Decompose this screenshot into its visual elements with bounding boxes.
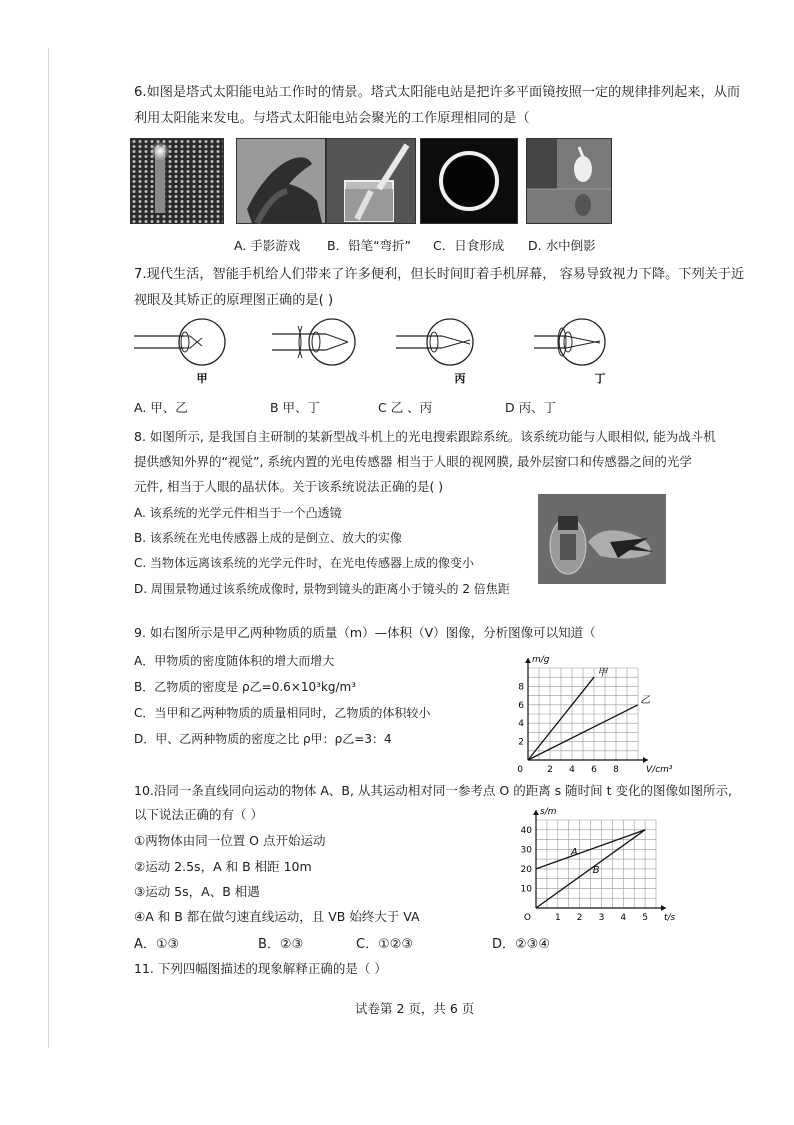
series-label-1: 甲: [597, 667, 608, 679]
q8-option-c: C. 当物体远离该系统的光学元件时，在光电传感器上成的像变小: [134, 556, 475, 570]
y-tick-label: 2: [518, 737, 524, 748]
y-tick-label: 30: [520, 845, 532, 856]
q6-option-b: B．铅笔“弯折”: [327, 238, 412, 253]
series-label-1: A: [570, 847, 578, 859]
y-tick-label: 8: [518, 682, 524, 693]
q6-line1: 6.如图是塔式太阳能电站工作时的情景。塔式太阳能电站是把许多平面镜按照一定的规律排列起来，从而: [134, 85, 741, 100]
origin-label: 0: [517, 765, 523, 775]
bird-reflection-image: [526, 138, 612, 224]
q10-line1: 10.沿同一条直线同向运动的物体 A、B, 从其运动相对同一参考点 O 的距离 s 随时间 t 变化的图像如图所示,: [134, 783, 732, 798]
eye-diagram-bing: [396, 319, 473, 365]
q7-option-b: B 甲、丁: [270, 400, 321, 415]
fighter-jet-tracking-image: [538, 494, 666, 584]
x-axis-label: V/cm³: [646, 765, 673, 775]
x-tick-label: 5: [642, 913, 648, 923]
y-tick-label: 40: [520, 825, 532, 836]
q6-line2: 利用太阳能来发电。与塔式太阳能电站会聚光的工作原理相同的是（: [134, 111, 530, 126]
q10-option-b: B．②③: [258, 937, 304, 952]
q10-line2: 以下说法正确的有（ ）: [134, 807, 263, 822]
series-label-2: B: [592, 864, 600, 876]
x-tick-label: 1: [554, 913, 561, 923]
y-tick-label: 6: [518, 700, 524, 711]
x-tick-label: 8: [613, 765, 619, 775]
x-axis-arrow: [643, 757, 648, 763]
x-tick-label: 4: [620, 913, 627, 923]
q9-option-c: C．当甲和乙两种物质的质量相同时，乙物质的体积较小: [134, 706, 431, 720]
eye-label-jia: 甲: [196, 372, 208, 385]
q8-option-d: D. 周围景物通过该系统成像时, 景物到镜头的距离小于镜头的 2 倍焦距: [134, 582, 510, 596]
margin-line: [48, 48, 49, 1048]
q6-option-c: C．日食形成: [433, 238, 505, 253]
solar-eclipse-image: [420, 138, 518, 224]
x-tick-label: 2: [547, 765, 553, 775]
q7-option-a: A. 甲、乙: [134, 400, 188, 415]
q10-option-c: C．①②③: [356, 937, 414, 952]
pencil-in-water-image: [326, 138, 416, 224]
q10-option-a: A．①③: [134, 937, 180, 952]
q7-option-c: C 乙 、丙: [378, 400, 433, 415]
q7-line2: 视眼及其矫正的原理图正确的是( ): [134, 293, 334, 308]
q6-option-a: A. 手影游戏: [234, 238, 301, 253]
eye-diagrams: [130, 316, 630, 386]
q10-statement-3: ③运动 5s，A、B 相遇: [134, 884, 260, 899]
q11-stem: 11. 下列四幅图描述的现象解释正确的是（ ）: [134, 961, 387, 976]
q7-line1: 7.现代生活，智能手机给人们带来了许多便利，但长时间盯着手机屏幕， 容易导致视力下降。下列关于近: [134, 267, 745, 282]
mass-volume-chart: [506, 648, 674, 776]
q10-option-d: D．②③④: [492, 937, 550, 952]
q9-option-b: B．乙物质的密度是 ρ乙=0.6×10³kg/m³: [134, 680, 357, 694]
y-axis-arrow: [533, 810, 539, 815]
x-tick-label: 2: [576, 913, 583, 923]
q9-option-a: A．甲物质的密度随体积的增大而增大: [134, 654, 335, 668]
x-tick-label: 4: [569, 765, 575, 775]
x-axis-label: t/s: [664, 913, 676, 923]
q8-line1: 8. 如图所示, 是我国自主研制的某新型战斗机上的光电搜索跟踪系统。该系统功能与人眼相似, 能为战斗机: [134, 429, 716, 444]
eye-diagram-yi: [272, 319, 355, 365]
q7-option-d: D 丙、丁: [505, 400, 557, 415]
solar-tower-image: [130, 138, 224, 224]
x-tick-label: 3: [598, 913, 605, 923]
q8-line3: 元件, 相当于人眼的晶状体。关于该系统说法正确的是( ): [134, 479, 444, 494]
hand-shadow-image: [236, 138, 326, 224]
eye-diagram-jia: [134, 319, 225, 365]
q8-line2: 提供感知外界的“视觉”, 系统内置的光电传感器 相当于人眼的视网膜, 最外层窗口和传感器之间的光学: [134, 454, 692, 469]
q8-option-a: A. 该系统的光学元件相当于一个凸透镜: [134, 506, 342, 520]
y-axis-label: s/m: [540, 807, 557, 817]
y-tick-label: 10: [520, 884, 532, 895]
q10-statement-4: ④A 和 B 都在做匀速直线运动，且 VB 始终大于 VA: [134, 909, 420, 924]
y-axis-label: m/g: [532, 655, 550, 665]
q8-option-b: B. 该系统在光电传感器上成的是倒立、放大的实像: [134, 531, 402, 545]
eye-diagram-ding: [534, 319, 605, 365]
q9-stem: 9. 如右图所示是甲乙两种物质的质量（m）—体积（V）图像，分析图像可以知道（: [134, 625, 596, 640]
x-axis-arrow: [661, 905, 666, 911]
y-axis-arrow: [525, 658, 531, 663]
eye-label-bing: 丙: [454, 372, 466, 385]
eye-label-ding: 丁: [594, 372, 606, 385]
origin-label: O: [523, 913, 531, 923]
page-footer: 试卷第 2 页，共 6 页: [355, 1001, 475, 1016]
q10-statement-2: ②运动 2.5s，A 和 B 相距 10m: [134, 859, 312, 874]
q9-option-d: D．甲、乙两种物质的密度之比 ρ甲：ρ乙=3：4: [134, 732, 392, 746]
y-tick-label: 20: [520, 864, 532, 875]
x-tick-label: 6: [591, 765, 597, 775]
q10-statement-1: ①两物体由同一位置 O 点开始运动: [134, 833, 326, 848]
y-tick-label: 4: [518, 719, 524, 730]
series-label-2: 乙: [640, 694, 651, 706]
distance-time-chart: [512, 802, 676, 923]
q6-option-d: D. 水中倒影: [528, 238, 596, 253]
